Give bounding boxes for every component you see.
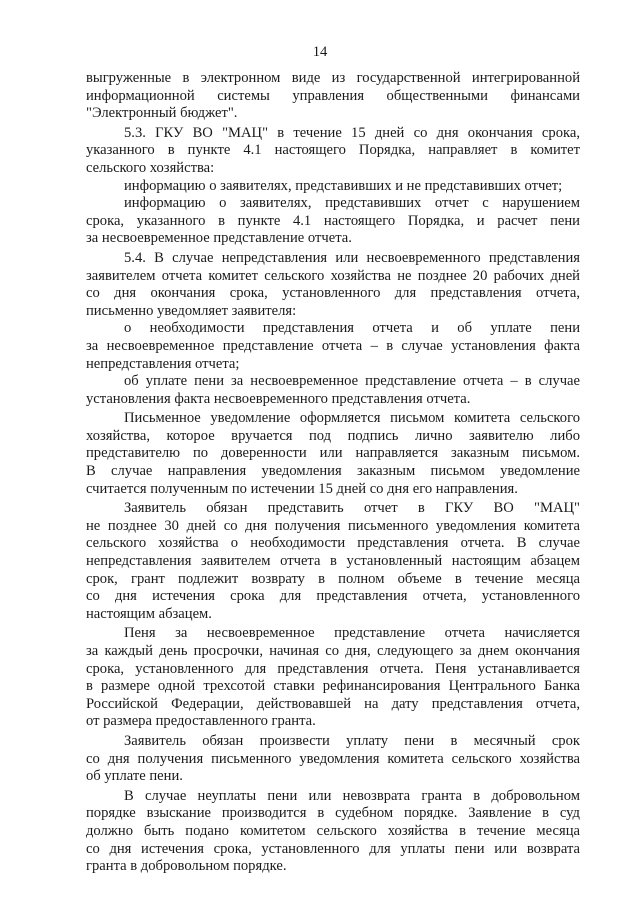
text-line: заявителем отчета комитет сельского хозяйства не позднее 20 рабочих дней xyxy=(86,267,580,284)
text-line: В случае направления уведомления заказным письмом уведомление xyxy=(86,463,580,480)
text-line: указанного в пункте 4.1 настоящего Порядка, направляет в комитет xyxy=(86,142,580,159)
text-line: о необходимости представления отчета и об уплате пени xyxy=(124,320,580,337)
text-line: установления факта несвоевременного представления отчета. xyxy=(86,390,471,407)
text-line: представителю по доверенности или направляется заказным письмом. xyxy=(86,445,580,462)
text-line: непредставления заявителем отчета в установленный настоящим абзацем xyxy=(86,553,580,570)
text-line: Российской Федерации, действовавшей на дату представления отчета, xyxy=(86,695,580,712)
document-body xyxy=(86,70,580,876)
text-line: 5.3. ГКУ ВО "МАЦ" в течение 15 дней со дня окончания срока, xyxy=(124,124,580,141)
text-line: об уплате пени. xyxy=(86,768,183,785)
text-line: информацию о заявителях, представивших и не представивших отчет; xyxy=(124,177,563,194)
text-line: сельского хозяйства: xyxy=(86,159,215,176)
text-line: от размера предоставленного гранта. xyxy=(86,713,316,730)
text-line: 5.4. В случае непредставления или несвоевременного представления xyxy=(124,249,580,266)
text-line: письменно уведомляет заявителя: xyxy=(86,302,297,319)
text-line: Заявитель обязан произвести уплату пени в месячный срок xyxy=(124,732,580,749)
text-line: должно быть подано комитетом сельского хозяйства в течение месяца xyxy=(86,822,580,839)
text-line: за каждый день просрочки, начиная со дня, следующего за днем окончания xyxy=(86,643,580,659)
text-line: настоящим абзацем. xyxy=(86,605,212,622)
text-line: Пеня за несвоевременное представление отчета начисляется xyxy=(124,625,580,642)
page-number: 14 xyxy=(312,44,328,60)
text-line: срока, установленного для представления отчета. Пеня устанавливается xyxy=(86,660,580,677)
text-line: за несвоевременное представление отчета. xyxy=(86,230,352,247)
text-line: информационной системы управления общественными финансами xyxy=(86,87,580,104)
text-line: срока, указанного в пункте 4.1 настоящего Порядка, и расчет пени xyxy=(86,212,580,229)
text-line: Письменное уведомление оформляется письмом комитета сельского xyxy=(124,410,580,427)
text-line: со дня истечения срока для представления отчета, установленного xyxy=(86,588,580,605)
text-line: за несвоевременное представление отчета – в случае установления факта xyxy=(86,337,580,354)
text-line: "Электронный бюджет". xyxy=(86,105,238,122)
text-line: со дня окончания срока, установленного для представления отчета, xyxy=(86,285,580,302)
text-line: порядке взыскание производится в судебном порядке. Заявление в суд xyxy=(86,805,580,822)
text-line: Заявитель обязан представить отчет в ГКУ ВО "МАЦ" xyxy=(124,500,580,517)
text-line: не позднее 30 дней со дня получения письменного уведомления комитета xyxy=(86,517,580,534)
text-line: об уплате пени за несвоевременное представление отчета – в случае xyxy=(124,373,580,390)
text-line: непредставления отчета; xyxy=(86,355,240,372)
text-line: в размере одной трехсотой ставки рефинансирования Центрального Банка xyxy=(86,678,580,695)
text-line: гранта в добровольном порядке. xyxy=(86,858,287,875)
text-line: со дня получения письменного уведомления комитета сельского хозяйства xyxy=(86,750,580,767)
text-line: хозяйства, которое вручается под подпись лично заявителю либо xyxy=(86,427,580,444)
text-line: со дня истечения срока, установленного для уплаты пени или возврата xyxy=(86,840,580,857)
text-line: В случае неуплаты пени или невозврата гранта в добровольном xyxy=(124,787,580,804)
text-line: срок, грант подлежит возврату в полном объеме в течение месяца xyxy=(86,570,580,587)
text-line: выгруженные в электронном виде из государственной интегрированной xyxy=(86,70,580,86)
text-line: информацию о заявителях, представивших отчет с нарушением xyxy=(124,195,580,212)
text-line: сельского хозяйства о необходимости представления отчета. В случае xyxy=(86,535,580,552)
text-line: считается полученным по истечении 15 дней со дня его направления. xyxy=(86,480,518,497)
